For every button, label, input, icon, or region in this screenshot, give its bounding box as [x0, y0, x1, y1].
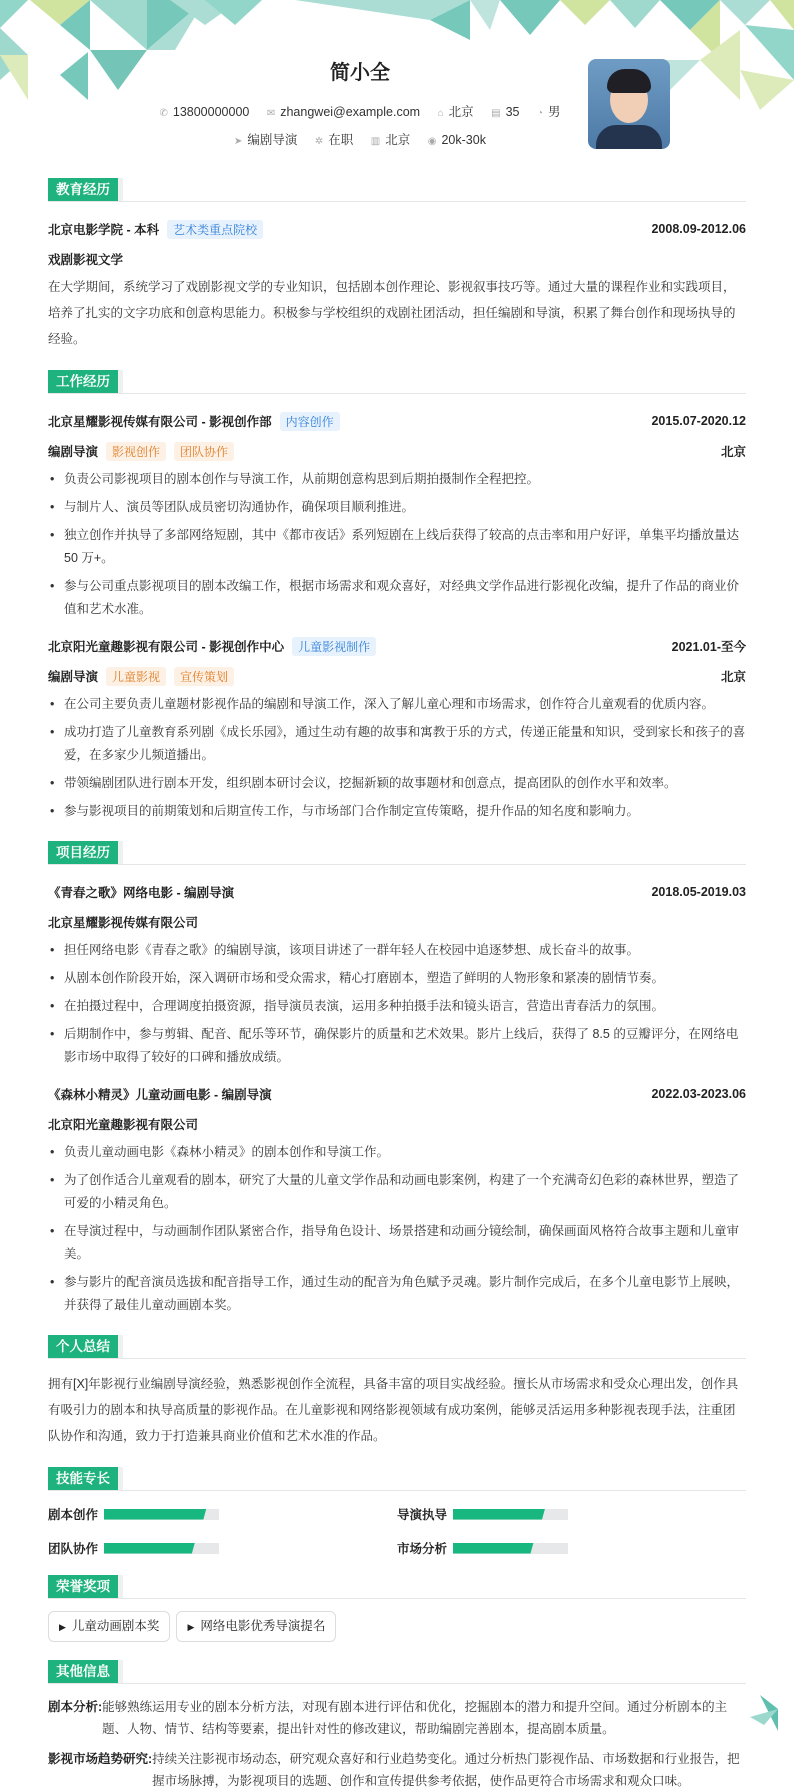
company: 北京星耀影视传媒有限公司 - 影视创作部 [48, 415, 272, 429]
award-item[interactable] [48, 1611, 170, 1642]
skill-item [48, 1505, 397, 1523]
bullet-item: • 在拍摄过程中，合理调度拍摄资源，指导演员表演，运用多种拍摄手法和镜头语言，营造出青春活力的氛围。 [48, 995, 746, 1018]
project-date: 2022.03-2023.06 [651, 1087, 746, 1101]
section-education: 教育经历 [48, 178, 746, 202]
project-header [48, 877, 746, 907]
project-bullets [48, 1141, 746, 1317]
skill-bar [104, 1509, 219, 1520]
other-info-item [48, 1748, 746, 1792]
age: 35 [505, 105, 520, 119]
bullet-item: • 与制片人、演员等团队成员密切沟通协作，确保项目顺利推进。 [48, 496, 746, 519]
other-text: 能够熟练运用专业的剧本分析方法，对现有剧本进行评估和优化，挖掘剧本的潜力和提升空间。通过分析剧本的主题、人物、情节、结构等要素，提出针对性的修改建议，帮助编剧完善剧本，提高剧本质量。 [102, 1700, 728, 1736]
work-bullets [48, 693, 746, 823]
project-company-row [48, 907, 746, 937]
bullet-item: • 从剧本创作阶段开始，深入调研市场和受众需求，精心打磨剧本，塑造了鲜明的人物形象和紧凑的剧情节奏。 [48, 967, 746, 990]
section-work: 工作经历 [48, 370, 746, 394]
work-date: 2021.01-至今 [671, 640, 746, 654]
email: zhangwei@example.com [280, 105, 421, 119]
bullet-item: • 担任网络电影《青春之歌》的编剧导演，该项目讲述了一群年轻人在校园中追逐梦想、成长奋斗的故事。 [48, 939, 746, 962]
work-date: 2015.07-2020.12 [651, 414, 746, 428]
work-title-group [48, 637, 376, 656]
position: 编剧导演 [247, 133, 298, 147]
award-item[interactable] [176, 1611, 336, 1642]
skill-name: 团队协作 [48, 1542, 99, 1556]
bullet-item: • 带领编剧团队进行剧本开发，组织剧本研讨会议，挖掘新颖的故事题材和创意点，提高团队的创作水平和效率。 [48, 772, 746, 795]
project-entry [48, 877, 746, 1069]
section-awards: 荣誉奖项 [48, 1575, 746, 1599]
section-skills: 技能专长 [48, 1467, 746, 1491]
award-name: 网络电影优秀导演提名 [200, 1619, 326, 1633]
age-icon: ▤ [491, 108, 501, 119]
skill-tag: 儿童影视 [106, 667, 166, 686]
bullet-item: • 负责公司影视项目的剧本创作与导演工作，从前期创意构思到后期拍摄制作全程把控。 [48, 468, 746, 491]
status-icon: ✲ [314, 136, 324, 147]
skill-tag: 宣传策划 [174, 667, 234, 686]
skill-item [397, 1539, 746, 1557]
school: 北京电影学院 - 本科 [48, 223, 160, 237]
skill-bar-fill [104, 1509, 206, 1520]
project-title: 《青春之歌》网络电影 - 编剧导演 [48, 886, 235, 900]
avatar-photo [588, 59, 670, 149]
project-title: 《森林小精灵》儿童动画电影 - 编剧导演 [48, 1088, 272, 1102]
gender-icon: ◔ [536, 108, 543, 119]
building-icon: ▥ [370, 136, 381, 147]
work-header [48, 406, 746, 436]
department-tag: 儿童影视制作 [292, 637, 376, 656]
skill-bar [453, 1509, 568, 1520]
award-name: 儿童动画剧本奖 [71, 1619, 160, 1633]
other-text: 持续关注影视市场动态，研究观众喜好和行业趋势变化。通过分析热门影视作品、市场数据和行业报告，把握市场脉搏，为影视项目的选题、创作和宣传提供参考依据，使作品更符合市场需求和观众口味。 [152, 1752, 740, 1788]
skill-item [48, 1539, 397, 1557]
project-company: 北京星耀影视传媒有限公司 [48, 916, 199, 930]
other-info-item [48, 1696, 746, 1740]
role: 编剧导演 [48, 670, 99, 684]
section-other: 其他信息 [48, 1660, 746, 1684]
bullet-item: • 负责儿童动画电影《森林小精灵》的剧本创作和导演工作。 [48, 1141, 746, 1164]
section-summary: 个人总结 [48, 1335, 746, 1359]
project-bullets [48, 939, 746, 1069]
school-tag: 艺术类重点院校 [167, 220, 263, 239]
work-role-row [48, 661, 746, 691]
work-bullets [48, 468, 746, 621]
skill-bar-fill [453, 1509, 545, 1520]
phone: 13800000000 [172, 105, 250, 119]
gender: 男 [548, 105, 561, 119]
bullet-item: • 参与影视项目的前期策划和后期宣传工作，与市场部门合作制定宣传策略，提升作品的知名度和影响力。 [48, 800, 746, 823]
bullet-item: • 后期制作中，参与剪辑、配音、配乐等环节，确保影片的质量和艺术效果。影片上线后，获得了 8.5 的豆瓣评分，在网络电影市场中取得了较好的口碑和播放成绩。 [48, 1023, 746, 1069]
salary: 20k-30k [441, 133, 486, 147]
section-projects: 项目经历 [48, 841, 746, 865]
bullet-item: • 在公司主要负责儿童题材影视作品的编剧和导演工作，深入了解儿童心理和市场需求，创作符合儿童观看的优质内容。 [48, 693, 746, 716]
email-icon: ✉ [266, 108, 276, 119]
other-label: 剧本分析: [48, 1700, 103, 1714]
skill-tag: 影视创作 [106, 442, 166, 461]
project-date: 2018.05-2019.03 [651, 885, 746, 899]
role-group [48, 442, 234, 461]
bullet-item: • 独立创作并执导了多部网络短剧，其中《都市夜话》系列短剧在上线后获得了较高的点击率和用户好评，单集平均播放量达 50 万+。 [48, 524, 746, 570]
job-status: 在职 [328, 133, 354, 147]
skill-bar-fill [453, 1543, 534, 1554]
other-label: 影视市场趋势研究: [48, 1752, 153, 1766]
skill-bar [104, 1543, 219, 1554]
triangle-right-icon: ▶ [59, 1622, 66, 1632]
skill-name: 市场分析 [397, 1542, 448, 1556]
role: 编剧导演 [48, 445, 99, 459]
role-group [48, 667, 234, 686]
location: 北京 [448, 105, 474, 119]
skill-item [397, 1505, 746, 1523]
department-tag: 内容创作 [280, 412, 340, 431]
work-entry [48, 406, 746, 621]
skill-name: 导演执导 [397, 1508, 448, 1522]
bullet-item: • 为了创作适合儿童观看的剧本，研究了大量的儿童文学作品和动画电影案例，构建了一个充满奇幻色彩的森林世界，塑造了可爱的小精灵角色。 [48, 1169, 746, 1215]
bullet-item: • 在导演过程中，与动画制作团队紧密合作，指导角色设计、场景搭建和动画分镜绘制，确保画面风格符合故事主题和儿童审美。 [48, 1220, 746, 1266]
resume-header [0, 0, 794, 160]
home-icon: ⌂ [437, 108, 444, 119]
edu-date: 2008.09-2012.06 [651, 222, 746, 236]
project-entry [48, 1079, 746, 1317]
company: 北京阳光童趣影视有限公司 - 影视创作中心 [48, 640, 285, 654]
bullet-item: • 参与公司重点影视项目的剧本改编工作，根据市场需求和观众喜好，对经典文学作品进行影视化改编，提升了作品的商业价值和艺术水准。 [48, 575, 746, 621]
skill-bar [453, 1543, 568, 1554]
phone-icon: ✆ [159, 108, 168, 119]
skill-name: 剧本创作 [48, 1508, 99, 1522]
project-company-row [48, 1109, 746, 1139]
work-title-group [48, 412, 340, 431]
project-header [48, 1079, 746, 1109]
work-entry [48, 631, 746, 823]
send-icon: ➤ [234, 136, 243, 147]
work-header [48, 631, 746, 661]
bullet-item: • 参与影片的配音演员选拔和配音指导工作，通过生动的配音为角色赋予灵魂。影片制作完成后，在多个儿童电影节上展映，并获得了最佳儿童动画剧本奖。 [48, 1271, 746, 1317]
work-role-row [48, 436, 746, 466]
work-city: 北京 [720, 670, 746, 684]
candidate-name: 简小全 [330, 62, 390, 84]
major: 戏剧影视文学 [48, 253, 124, 267]
project-company: 北京阳光童趣影视有限公司 [48, 1118, 199, 1132]
salary-icon: ◉ [427, 136, 437, 147]
summary-text: 拥有[X]年影视行业编剧导演经验，熟悉影视创作全流程，具备丰富的项目实战经验。擅长从市场需求和受众心理出发，创作具有吸引力的剧本和执导高质量的影视作品。在儿童影视和网络影视领域有成功案例，能够灵活运用多种影视表现手法，注重团队协作和沟通，致力于打造兼具商业价值和艺术水准的作品。 [48, 1377, 739, 1443]
triangle-right-icon: ▶ [187, 1622, 195, 1632]
target-city: 北京 [385, 133, 411, 147]
edu-desc: 在大学期间，系统学习了戏剧影视文学的专业知识，包括剧本创作理论、影视叙事技巧等。通过大量的课程作业和实践项目，培养了扎实的文字功底和创意构思能力。积极参与学校组织的戏剧社团活动，担任编剧和导演，积累了舞台创作和现场执导的经验。 [48, 280, 736, 346]
skill-bar-fill [104, 1543, 195, 1554]
bullet-item: • 成功打造了儿童教育系列剧《成长乐园》，通过生动有趣的故事和寓教于乐的方式，传递正能量和知识，受到家长和孩子的喜爱，在多家少儿频道播出。 [48, 721, 746, 767]
skill-tag: 团队协作 [174, 442, 234, 461]
work-city: 北京 [720, 445, 746, 459]
